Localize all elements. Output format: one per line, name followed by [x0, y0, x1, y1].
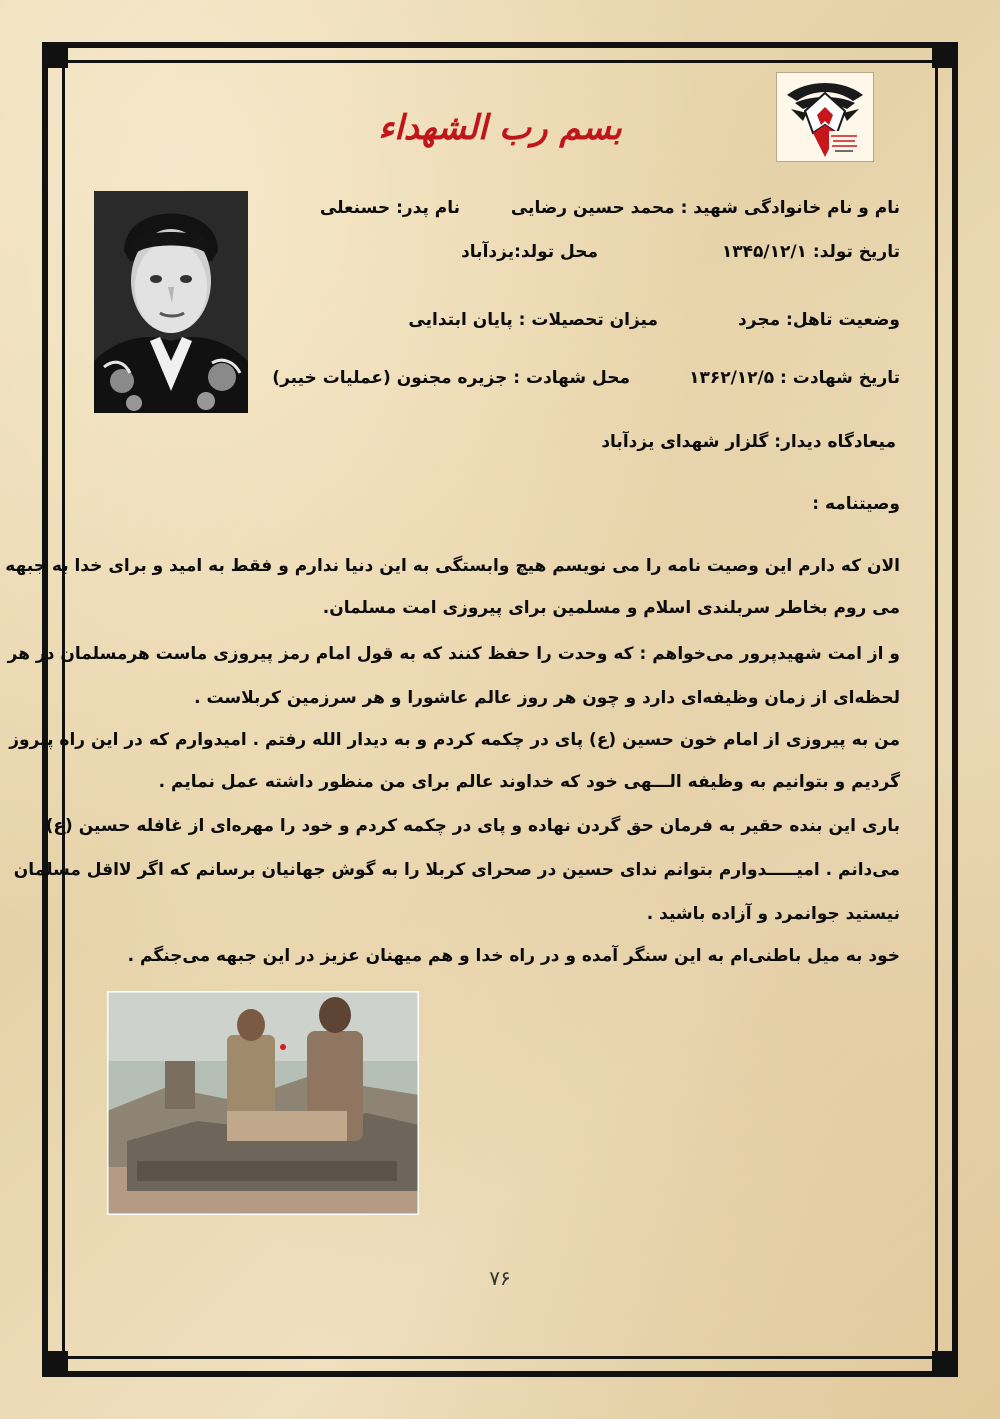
marital-status: وضعیت تاهل: مجرد — [738, 310, 900, 330]
birth-place: محل تولد:یزدآباد — [461, 242, 598, 262]
frame-corner — [932, 42, 958, 68]
martyr-portrait-photo — [94, 191, 248, 413]
will-line: نیستید جوانمرد و آزاده باشید . — [646, 904, 900, 924]
frame-corner — [932, 1351, 958, 1377]
birth-date: تاریخ تولد: ۱۳۴۵/۱۲/۱ — [721, 242, 900, 262]
will-line: لحظه‌ای از زمان وظیفه‌ای دارد و چون هر روز عالم عاشورا و هر سرزمین کربلاست . — [194, 688, 900, 708]
foundation-of-martyrs-logo-icon — [776, 72, 874, 162]
battlefield-photo — [107, 991, 419, 1215]
will-line: می روم بخاطر سربلندی اسلام و مسلمین برای پیروزی امت مسلمان. — [322, 598, 900, 618]
will-line: گردیم و بتوانیم به وظیفه الـــهی خود که خداوند عالم برای من منظور داشته عمل نمایم . — [158, 772, 900, 792]
will-line: الان که دارم این وصیت نامه را می نویسم هیچ وابستگی به این دنیا ندارم و فقط به امید و برای خدا به جبهه — [5, 556, 900, 576]
father-name: نام پدر: حسنعلی — [319, 198, 460, 218]
will-line: خود به میل باطنی‌ام به این سنگر آمده و در راه خدا و هم میهنان عزیز در این جبهه می‌جنگم . — [127, 946, 900, 966]
martyr-name: نام و نام خانوادگی شهید : محمد حسین رضایی — [510, 198, 900, 218]
will-line: من به پیروزی از امام خون حسین (ع) پای در چکمه کردم و به دیدار الله رفتم . امیدوارم که در این راه پیروز — [9, 730, 900, 750]
page-title: بسم رب الشهداء — [378, 108, 622, 148]
will-line: و از امت شهیدپرور می‌خواهم : که وحدت را حفظ کنند که به قول امام رمز پیروزی ماست هرمسلمان در هر — [7, 644, 900, 664]
education-level: میزان تحصیلات : پایان ابتدایی — [408, 310, 658, 330]
frame-corner — [42, 1351, 68, 1377]
frame-corner — [42, 42, 68, 68]
page-number: ۷۶ — [489, 1266, 511, 1290]
martyrdom-date: تاریخ شهادت : ۱۳۶۲/۱۲/۵ — [689, 368, 900, 388]
martyrdom-place: محل شهادت : جزیره مجنون (عملیات خیبر) — [272, 368, 630, 388]
will-line: می‌دانم . امیـــــدوارم بتوانم ندای حسین در صحرای کربلا را به گوش جهانیان برسانم که اگر لااقل مسلمان — [13, 860, 900, 880]
will-heading: وصیتنامه : — [812, 494, 900, 514]
will-line: باری این بنده حقیر به فرمان حق گردن نهاده و پای در چکمه کردم و خود را مهره‌ای از غافله حسین (ع) — [45, 816, 900, 836]
meeting-place: میعادگاه دیدار: گلزار شهدای یزدآباد — [601, 432, 896, 452]
